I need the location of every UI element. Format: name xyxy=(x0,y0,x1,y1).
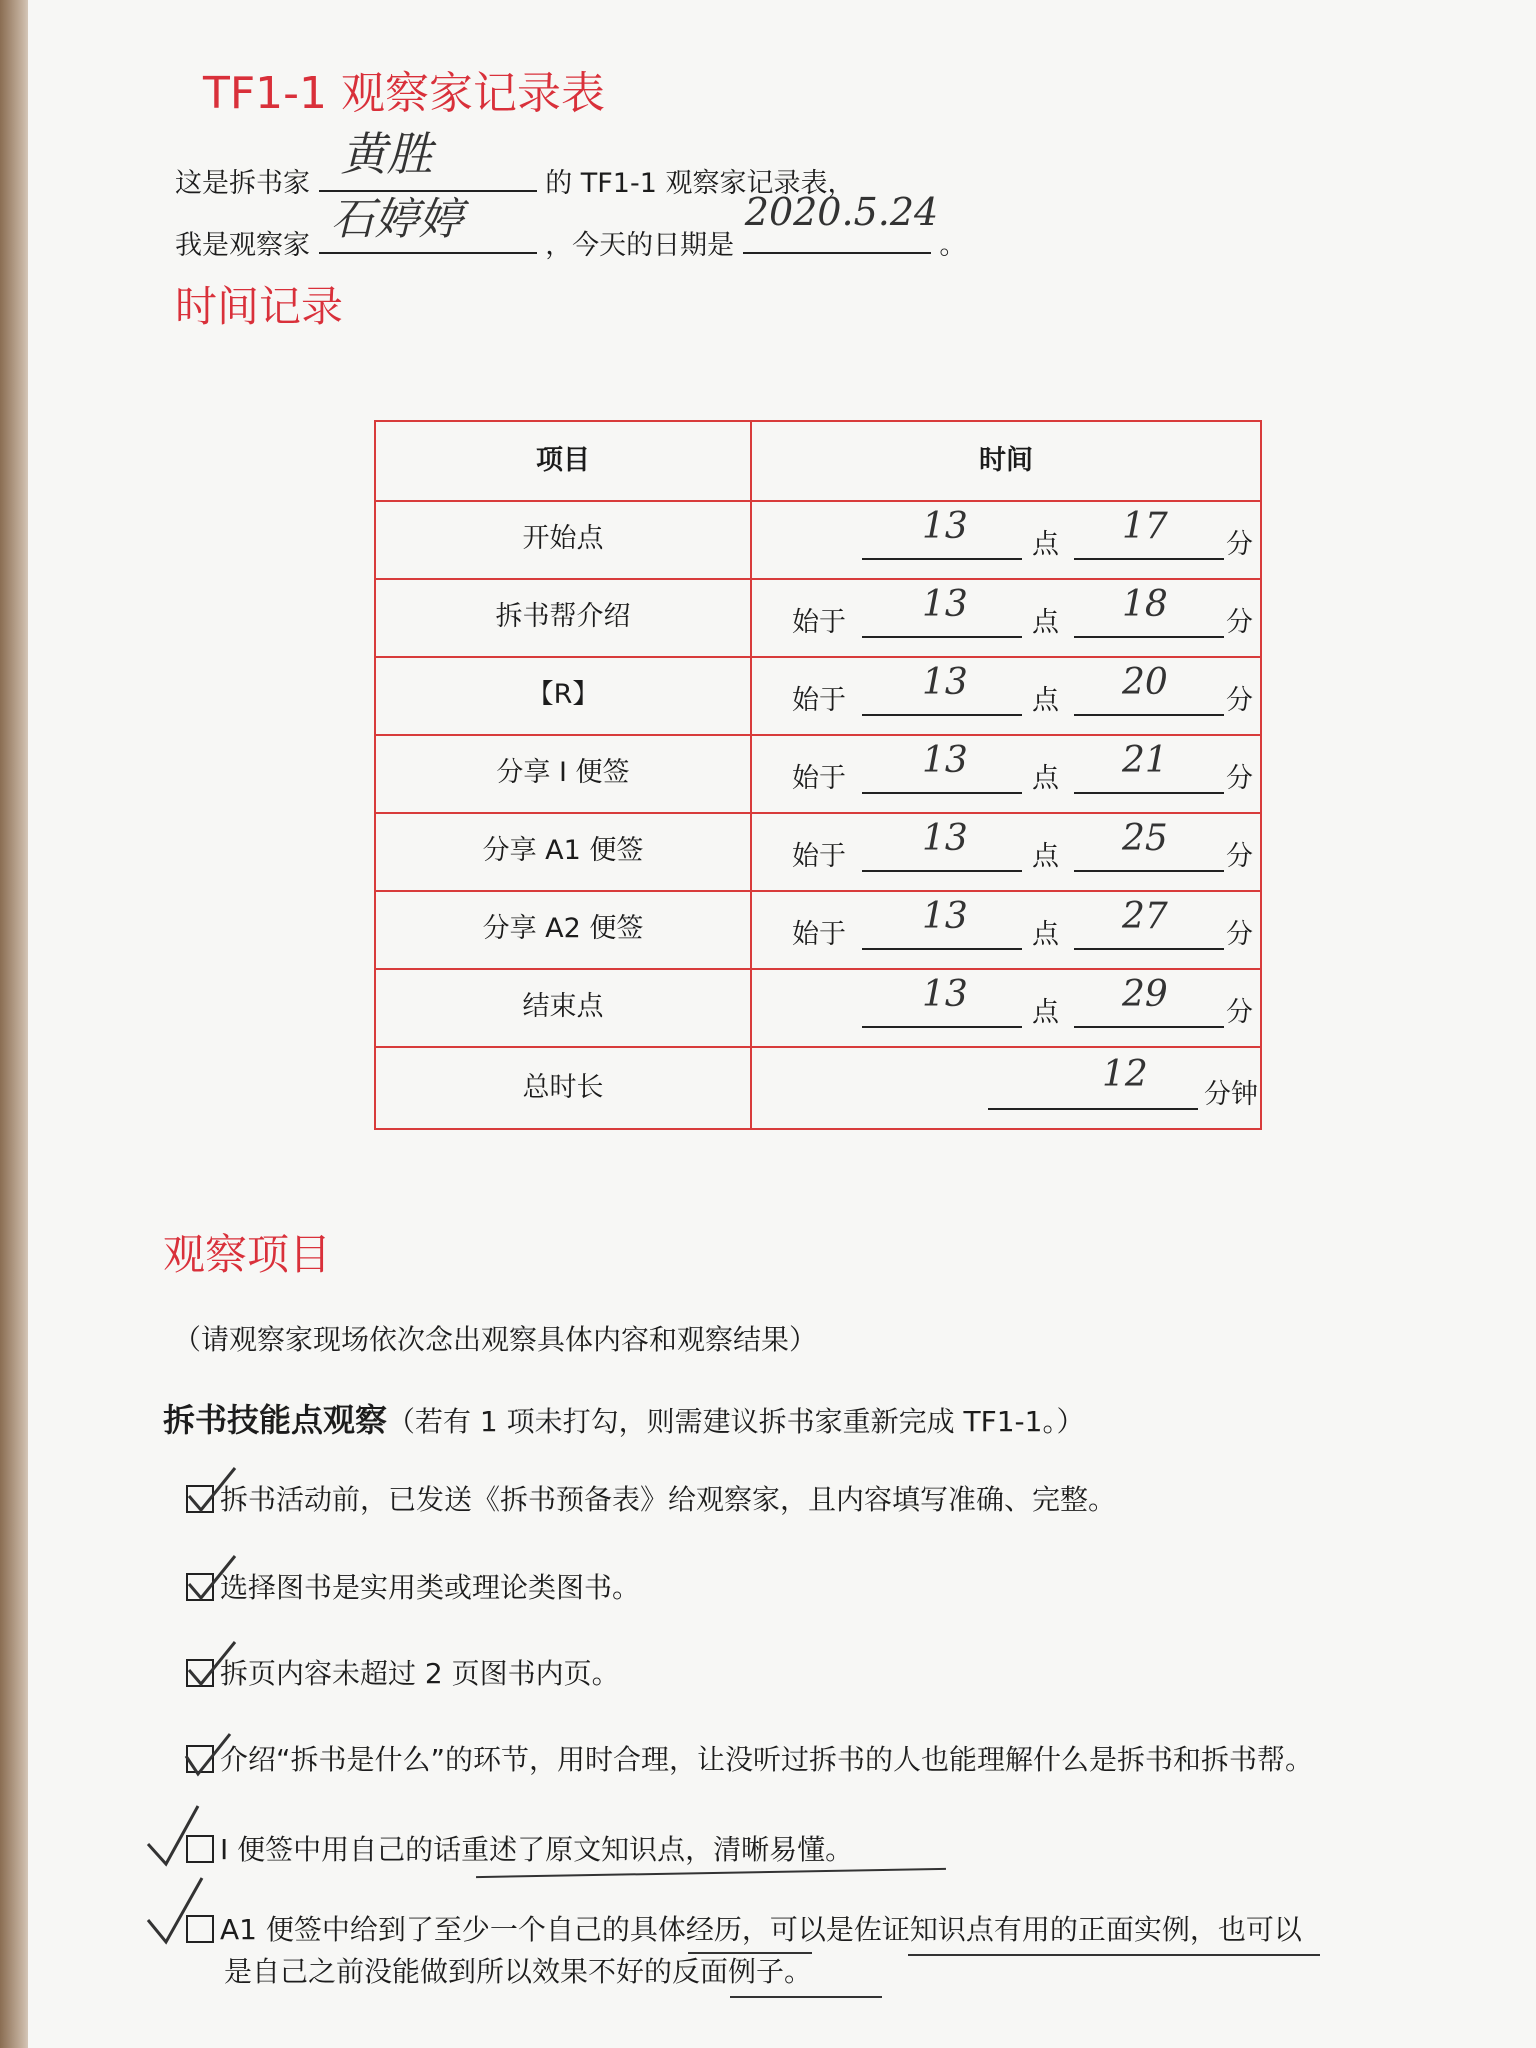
check-mark-icon xyxy=(140,1870,220,1960)
row-label: 【R】 xyxy=(526,679,600,710)
total-unit: 分钟 xyxy=(1204,1079,1258,1110)
minute-unit: 分 xyxy=(1226,607,1253,638)
form-title: TF1-1 观察家记录表 xyxy=(203,68,606,119)
minute-field[interactable] xyxy=(1074,558,1224,560)
hour-unit: 点 xyxy=(1032,763,1059,794)
minute-unit: 分 xyxy=(1226,841,1253,872)
checklist-text: 拆书活动前，已发送《拆书预备表》给观察家，且内容填写准确、完整。 xyxy=(220,1483,1117,1516)
minute-field[interactable] xyxy=(1074,870,1224,872)
total-label: 总时长 xyxy=(522,1072,604,1103)
skills-note: （若有 1 项未打勾，则需建议拆书家重新完成 TF1-1。） xyxy=(387,1405,1085,1438)
hour-field[interactable] xyxy=(862,1026,1022,1028)
hour-field[interactable] xyxy=(862,948,1022,950)
checklist-item[interactable] xyxy=(186,1566,640,1610)
checklist-item[interactable] xyxy=(186,1828,853,1872)
table-row xyxy=(752,890,1260,968)
hour-unit: 点 xyxy=(1032,919,1059,950)
hour-field[interactable] xyxy=(862,792,1022,794)
checklist-text-continued: 是自己之前没能做到所以效果不好的反面例子。 xyxy=(224,1955,813,1988)
col-header-time: 时间 xyxy=(979,445,1033,476)
hour-field[interactable] xyxy=(862,558,1022,560)
row-prefix: 始于 xyxy=(792,919,846,950)
hour-handwriting: 13 xyxy=(922,974,968,1015)
checklist-item[interactable] xyxy=(186,1652,620,1696)
minute-unit: 分 xyxy=(1226,685,1253,716)
minute-handwriting: 25 xyxy=(1122,818,1168,859)
table-row xyxy=(752,500,1260,578)
check-mark-icon xyxy=(183,1636,243,1696)
minute-handwriting: 27 xyxy=(1122,896,1168,937)
minute-handwriting: 29 xyxy=(1122,974,1168,1015)
date-field[interactable] xyxy=(743,190,939,254)
minute-handwriting: 18 xyxy=(1122,584,1168,625)
hour-handwriting: 13 xyxy=(922,506,968,547)
observer-line xyxy=(175,190,967,266)
checklist-text: I 便签中用自己的话重述了原文知识点，清晰易懂。 xyxy=(220,1833,854,1866)
row-label: 开始点 xyxy=(522,523,604,554)
checklist-item[interactable] xyxy=(186,1908,1302,1952)
checklist-item[interactable] xyxy=(186,1738,1313,1782)
minute-field[interactable] xyxy=(1074,948,1224,950)
row-prefix: 始于 xyxy=(792,685,846,716)
hour-handwriting: 13 xyxy=(922,740,968,781)
row-prefix: 始于 xyxy=(792,607,846,638)
minute-unit: 分 xyxy=(1226,997,1253,1028)
date-end: 。 xyxy=(939,230,967,261)
minute-handwriting: 17 xyxy=(1122,506,1168,547)
table-row xyxy=(752,968,1260,1046)
hour-unit: 点 xyxy=(1032,841,1059,872)
form-paper xyxy=(28,0,1536,2048)
pen-underline xyxy=(908,1954,1320,1956)
hour-handwriting: 13 xyxy=(922,818,968,859)
minute-unit: 分 xyxy=(1226,763,1253,794)
total-handwriting: 12 xyxy=(1102,1054,1148,1095)
skills-title-line xyxy=(163,1400,1084,1442)
table-row xyxy=(752,734,1260,812)
minute-unit: 分 xyxy=(1226,919,1253,950)
hour-field[interactable] xyxy=(862,870,1022,872)
checklist-item[interactable] xyxy=(186,1478,1116,1522)
hour-handwriting: 13 xyxy=(922,584,968,625)
row-label: 结束点 xyxy=(522,991,604,1022)
row-prefix: 始于 xyxy=(792,841,846,872)
table-row xyxy=(752,812,1260,890)
expert-name-field[interactable] xyxy=(319,127,537,192)
hour-unit: 点 xyxy=(1032,529,1059,560)
col-header-item: 项目 xyxy=(536,445,590,476)
time-record-heading: 时间记录 xyxy=(175,282,344,331)
date-label: ，今天的日期是 xyxy=(545,230,735,261)
check-mark-icon xyxy=(140,1800,220,1880)
row-prefix: 始于 xyxy=(792,763,846,794)
checklist-text: 拆页内容未超过 2 页图书内页。 xyxy=(220,1657,620,1690)
checklist-text: 选择图书是实用类或理论类图书。 xyxy=(220,1571,641,1604)
checklist-text: 介绍“拆书是什么”的环节，用时合理，让没听过拆书的人也能理解什么是拆书和拆书帮。 xyxy=(220,1743,1314,1776)
check-mark-icon xyxy=(183,1550,243,1610)
row-label: 拆书帮介绍 xyxy=(495,601,631,632)
observer-name-handwriting: 石婷婷 xyxy=(330,194,463,245)
hour-field[interactable] xyxy=(862,714,1022,716)
row-label: 分享 A2 便签 xyxy=(482,913,644,944)
hour-unit: 点 xyxy=(1032,997,1059,1028)
hour-unit: 点 xyxy=(1032,607,1059,638)
total-field[interactable] xyxy=(988,1108,1198,1110)
time-record-table xyxy=(374,420,1262,1130)
table-row xyxy=(752,578,1260,656)
observer-prefix: 我是观察家 xyxy=(175,230,310,261)
expert-suffix: 的 TF1-1 观察家记录表， xyxy=(545,168,855,199)
pen-underline xyxy=(688,1952,812,1954)
table-row xyxy=(752,656,1260,734)
check-mark-icon xyxy=(180,1726,240,1786)
total-row xyxy=(752,1046,1260,1130)
expert-prefix: 这是拆书家 xyxy=(175,168,310,199)
hour-handwriting: 13 xyxy=(922,896,968,937)
hour-unit: 点 xyxy=(1032,685,1059,716)
minute-field[interactable] xyxy=(1074,714,1224,716)
pen-underline xyxy=(730,1996,882,1998)
observation-instruction: （请观察家现场依次念出观察具体内容和观察结果） xyxy=(173,1323,818,1356)
date-handwriting: 2020.5.24 xyxy=(744,190,939,234)
minute-handwriting: 21 xyxy=(1122,740,1168,781)
check-mark-icon xyxy=(183,1462,243,1522)
observer-name-field[interactable] xyxy=(319,194,537,254)
hour-field[interactable] xyxy=(862,636,1022,638)
minute-unit: 分 xyxy=(1226,529,1253,560)
minute-field[interactable] xyxy=(1074,636,1224,638)
minute-field[interactable] xyxy=(1074,1026,1224,1028)
observation-heading: 观察项目 xyxy=(163,1230,332,1279)
hour-handwriting: 13 xyxy=(922,662,968,703)
row-label: 分享 I 便签 xyxy=(496,757,630,788)
minute-field[interactable] xyxy=(1074,792,1224,794)
skills-title: 拆书技能点观察 xyxy=(163,1401,388,1439)
minute-handwriting: 20 xyxy=(1122,662,1168,703)
expert-name-handwriting: 黄胜 xyxy=(340,127,433,181)
row-label: 分享 A1 便签 xyxy=(482,835,644,866)
checklist-text: A1 便签中给到了至少一个自己的具体经历，可以是佐证知识点有用的正面实例，也可以 xyxy=(220,1913,1302,1946)
